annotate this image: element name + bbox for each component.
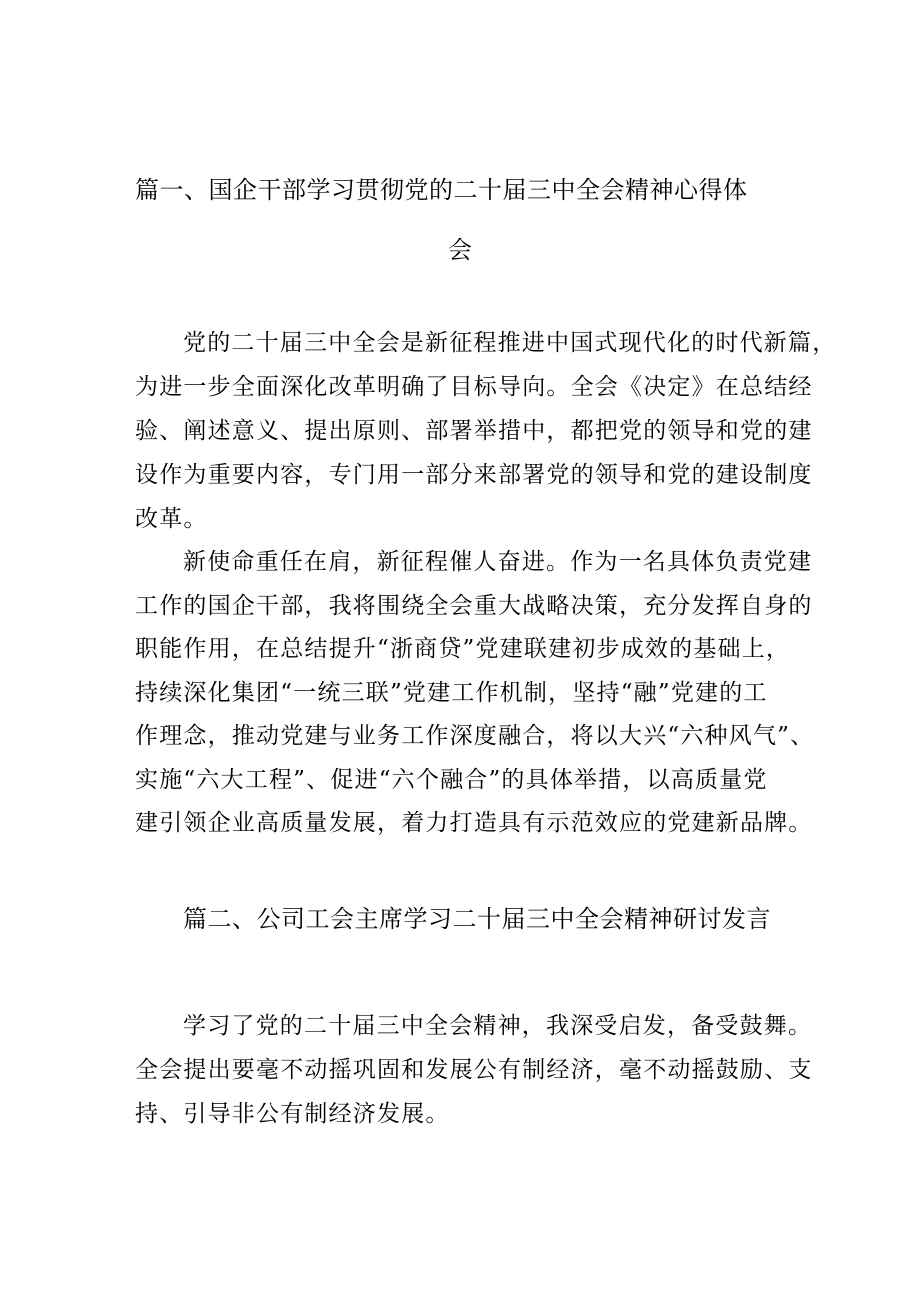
section2-para1-line2: 全会提出要毫不动摇巩固和发展公有制经济，毫不动摇鼓励、支 [135,1057,813,1083]
section1-para2-line5: 作理念，推动党建与业务工作深度融合，将以大兴“六种风气”、 [135,723,815,749]
section1-para1-line4: 设作为重要内容，专门用一部分来部署党的领导和党的建设制度 [135,462,813,488]
section1-para2-line7: 建引领企业高质量发展，着力打造具有示范效应的党建新品牌。 [135,810,813,836]
section2-title: 篇二、公司工会主席学习二十届三中全会精神研讨发言 [183,905,771,933]
section2-para1-line1: 学习了党的二十届三中全会精神，我深受启发，备受鼓舞。 [183,1013,813,1039]
section1-para2-line2: 工作的国企干部，我将围绕全会重大战略决策，充分发挥自身的 [135,593,813,619]
section1-para2-line6: 实施“六大工程”、促进“六个融合”的具体举措，以高质量党 [135,767,768,793]
section1-para2-line4: 持续深化集团“一统三联”党建工作机制，坚持“融”党建的工 [135,680,768,706]
section1-para1-line3: 验、阐述意义、提出原则、部署举措中，都把党的领导和党的建 [135,418,813,444]
section1-para1-line2: 为进一步全面深化改革明确了目标导向。全会《决定》在总结经 [135,374,813,400]
section1-para2-line3: 职能作用，在总结提升“浙商贷”党建联建初步成效的基础上， [135,636,791,662]
section1-title-line2: 会 [448,236,473,264]
section1-para1-line1: 党的二十届三中全会是新征程推进中国式现代化的时代新篇， [183,330,837,356]
section1-para2-line1: 新使命重任在肩，新征程催人奋进。作为一名具体负责党建 [183,549,813,575]
section2-para1-line3: 持、引导非公有制经济发展。 [135,1101,450,1127]
section1-title-line1: 篇一、国企干部学习贯彻党的二十届三中全会精神心得体 [135,176,748,204]
section1-para1-line5: 改革。 [135,506,208,532]
